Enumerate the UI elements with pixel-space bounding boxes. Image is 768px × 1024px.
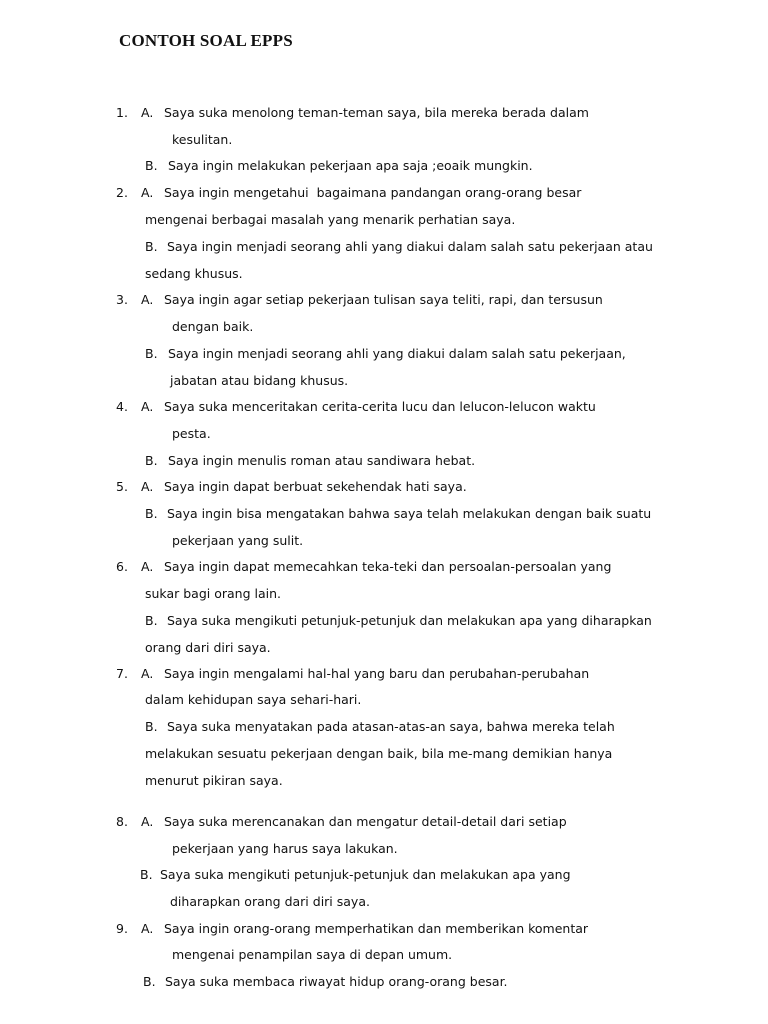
option-a-label: A.: [141, 292, 154, 307]
question-number: 4.: [116, 399, 128, 414]
question-number: 5.: [116, 479, 128, 494]
option-b-text: Saya suka menyatakan pada atasan-atas-an saya, bahwa mereka telah: [167, 719, 615, 734]
option-b-text: diharapkan orang dari diri saya.: [170, 894, 370, 909]
page-title: CONTOH SOAL EPPS: [119, 31, 293, 50]
option-a-text: dalam kehidupan saya sehari-hari.: [145, 692, 362, 707]
question-number: 7.: [116, 666, 128, 681]
option-b-text: sedang khusus.: [145, 266, 243, 281]
question-number: 1.: [116, 105, 128, 120]
option-a-label: A.: [141, 479, 154, 494]
option-b-label: B.: [145, 158, 158, 173]
question-number: 3.: [116, 292, 128, 307]
option-a-text: Saya ingin mengetahui bagaimana pandangan orang-orang besar: [164, 185, 582, 200]
option-b-label: B.: [145, 453, 158, 468]
option-a-label: A.: [141, 814, 154, 829]
option-b-label: B.: [145, 346, 158, 361]
option-a-text: pekerjaan yang harus saya lakukan.: [172, 841, 398, 856]
option-b-text: Saya ingin menjadi seorang ahli yang diakui dalam salah satu pekerjaan,: [168, 346, 626, 361]
option-b-text: Saya ingin bisa mengatakan bahwa saya telah melakukan dengan baik suatu: [167, 506, 652, 521]
option-a-label: A.: [141, 559, 154, 574]
option-a-text: Saya ingin dapat memecahkan teka-teki dan persoalan-persoalan yang: [164, 559, 612, 574]
option-a-label: A.: [141, 185, 154, 200]
option-a-text: mengenai berbagai masalah yang menarik perhatian saya.: [145, 212, 516, 227]
option-a-label: A.: [141, 399, 154, 414]
option-a-text: Saya suka menceritakan cerita-cerita lucu dan lelucon-lelucon waktu: [164, 399, 596, 414]
option-b-label: B.: [145, 239, 158, 254]
option-b-label: B.: [143, 974, 156, 989]
option-a-text: Saya ingin mengalami hal-hal yang baru dan perubahan-perubahan: [164, 666, 590, 681]
option-a-text: dengan baik.: [172, 319, 254, 334]
option-b-text: Saya suka mengikuti petunjuk-petunjuk dan melakukan apa yang diharapkan: [167, 613, 652, 628]
option-b-text: Saya suka membaca riwayat hidup orang-orang besar.: [165, 974, 508, 989]
option-a-text: Saya ingin dapat berbuat sekehendak hati saya.: [164, 479, 467, 494]
option-b-text: pekerjaan yang sulit.: [172, 533, 304, 548]
option-a-label: A.: [141, 105, 154, 120]
option-a-label: A.: [141, 666, 154, 681]
option-b-label: B.: [145, 613, 158, 628]
option-b-text: melakukan sesuatu pekerjaan dengan baik, bila me-mang demikian hanya: [145, 746, 613, 761]
option-b-label: B.: [145, 719, 158, 734]
option-a-text: pesta.: [172, 426, 211, 441]
question-number: 2.: [116, 185, 128, 200]
option-b-text: Saya ingin menulis roman atau sandiwara hebat.: [168, 453, 476, 468]
option-a-label: A.: [141, 921, 154, 936]
option-a-text: Saya ingin orang-orang memperhatikan dan memberikan komentar: [164, 921, 589, 936]
option-b-text: Saya ingin menjadi seorang ahli yang diakui dalam salah satu pekerjaan atau: [167, 239, 653, 254]
option-a-text: Saya suka menolong teman-teman saya, bila mereka berada dalam: [164, 105, 589, 120]
option-b-text: Saya ingin melakukan pekerjaan apa saja ;eoaik mungkin.: [168, 158, 533, 173]
option-b-text: menurut pikiran saya.: [145, 773, 283, 788]
option-a-text: Saya suka merencanakan dan mengatur detail-detail dari setiap: [164, 814, 567, 829]
option-b-text: Saya suka mengikuti petunjuk-petunjuk dan melakukan apa yang: [160, 867, 571, 882]
option-a-text: sukar bagi orang lain.: [145, 586, 281, 601]
option-a-text: mengenai penampilan saya di depan umum.: [172, 947, 453, 962]
option-b-label: B.: [140, 867, 153, 882]
option-b-label: B.: [145, 506, 158, 521]
option-a-text: kesulitan.: [172, 132, 233, 147]
question-number: 8.: [116, 814, 128, 829]
question-number: 6.: [116, 559, 128, 574]
option-b-text: orang dari diri saya.: [145, 640, 271, 655]
option-a-text: Saya ingin agar setiap pekerjaan tulisan saya teliti, rapi, dan tersusun: [164, 292, 603, 307]
question-number: 9.: [116, 921, 128, 936]
option-b-text: jabatan atau bidang khusus.: [170, 373, 349, 388]
